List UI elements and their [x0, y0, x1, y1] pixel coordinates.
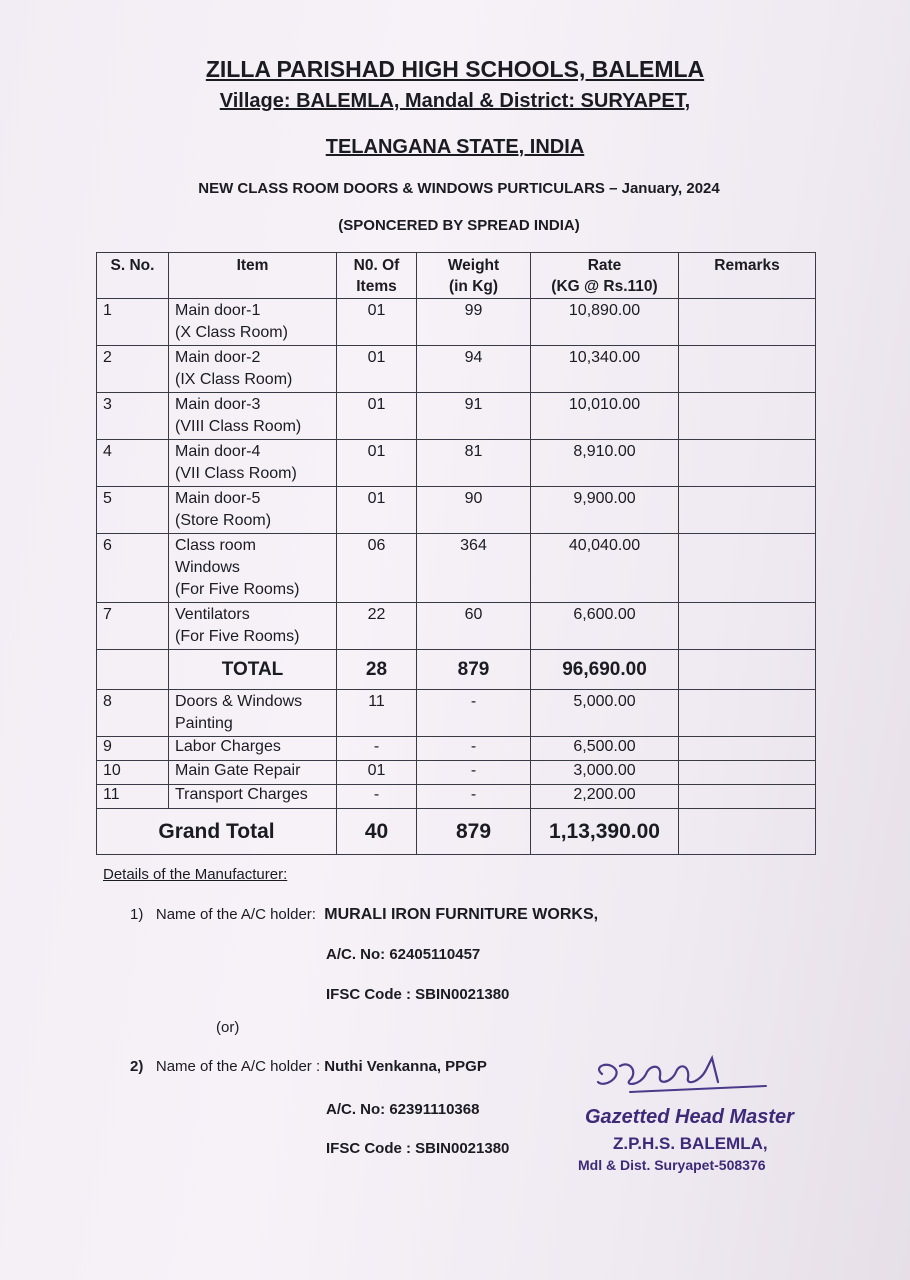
- cell-item: Main door-1 (X Class Room): [169, 299, 337, 346]
- cell-sno: [97, 650, 169, 690]
- cell-weight: -: [417, 785, 531, 809]
- cell-sno: 8: [97, 690, 169, 737]
- header-weight: Weight (in Kg): [417, 253, 531, 299]
- cell-item: Main door-2 (IX Class Room): [169, 346, 337, 393]
- sponsor-line: (SPONCERED BY SPREAD INDIA): [338, 217, 580, 234]
- cell-sno: 11: [97, 785, 169, 809]
- table-row: [97, 440, 816, 487]
- cell-sno: 2: [97, 346, 169, 393]
- table-row: [97, 534, 816, 603]
- cell-remarks: [679, 603, 816, 650]
- cell-rate: 5,000.00: [531, 690, 679, 737]
- table-row: [97, 299, 816, 346]
- or-separator: (or): [216, 1019, 240, 1036]
- cell-qty: 01: [337, 761, 417, 785]
- grand-total-rate: 1,13,390.00: [531, 809, 679, 855]
- state-line: TELANGANA STATE, INDIA: [325, 136, 585, 158]
- cell-rate: 10,890.00: [531, 299, 679, 346]
- header-items: N0. Of Items: [337, 253, 417, 299]
- table-row: [97, 761, 816, 785]
- stamp-designation: Gazetted Head Master: [585, 1106, 794, 1128]
- table-row: [97, 785, 816, 809]
- cell-remarks: [679, 650, 816, 690]
- cell-remarks: [679, 393, 816, 440]
- grand-total-qty: 40: [337, 809, 417, 855]
- cell-rate: 6,600.00: [531, 603, 679, 650]
- cell-rate: 9,900.00: [531, 487, 679, 534]
- table-row: [97, 487, 816, 534]
- table-row: [97, 690, 816, 737]
- stamp-school: Z.P.H.S. BALEMLA,: [613, 1134, 768, 1153]
- cell-qty: -: [337, 737, 417, 761]
- school-title: ZILLA PARISHAD HIGH SCHOOLS, BALEMLA: [205, 56, 705, 82]
- table-row: [97, 393, 816, 440]
- cell-qty: 01: [337, 440, 417, 487]
- cell-sno: 9: [97, 737, 169, 761]
- account2-holder: 2) Name of the A/C holder : Nuthi Venkanna, PPGP: [130, 1058, 487, 1075]
- cell-weight: 99: [417, 299, 531, 346]
- cell-remarks: [679, 809, 816, 855]
- cell-sno: 1: [97, 299, 169, 346]
- cell-remarks: [679, 487, 816, 534]
- cell-qty: -: [337, 785, 417, 809]
- cell-rate: 8,910.00: [531, 440, 679, 487]
- cell-remarks: [679, 299, 816, 346]
- total-qty: 28: [337, 650, 417, 690]
- account2-number: A/C. No: 62391110368: [326, 1101, 480, 1118]
- cell-qty: 06: [337, 534, 417, 603]
- total-label: TOTAL: [169, 650, 337, 690]
- header-rate: Rate (KG @ Rs.110): [531, 253, 679, 299]
- cell-remarks: [679, 785, 816, 809]
- cell-weight: 94: [417, 346, 531, 393]
- cell-item: Main Gate Repair: [169, 761, 337, 785]
- cell-qty: 22: [337, 603, 417, 650]
- cell-rate: 3,000.00: [531, 761, 679, 785]
- cell-qty: 11: [337, 690, 417, 737]
- cell-weight: 91: [417, 393, 531, 440]
- account1-holder: 1) Name of the A/C holder: MURALI IRON FURNITURE WORKS,: [130, 906, 599, 923]
- cell-qty: 01: [337, 299, 417, 346]
- account1-number: A/C. No: 62405110457: [326, 946, 481, 963]
- cell-item: Class room Windows (For Five Rooms): [169, 534, 337, 603]
- table-header-row: [97, 253, 816, 299]
- cell-remarks: [679, 534, 816, 603]
- cell-weight: 60: [417, 603, 531, 650]
- account1-ifsc: IFSC Code : SBIN0021380: [326, 986, 510, 1003]
- cell-item: Doors & Windows Painting: [169, 690, 337, 737]
- table-row: [97, 603, 816, 650]
- grand-total-row: [97, 809, 816, 855]
- account2-ifsc: IFSC Code : SBIN0021380: [326, 1140, 510, 1157]
- cell-sno: 7: [97, 603, 169, 650]
- cell-sno: 5: [97, 487, 169, 534]
- cell-weight: -: [417, 737, 531, 761]
- cell-item: Main door-4 (VII Class Room): [169, 440, 337, 487]
- stamp-address: Mdl & Dist. Suryapet-508376: [578, 1157, 766, 1173]
- cell-weight: 364: [417, 534, 531, 603]
- table-row: [97, 737, 816, 761]
- signature-icon: [590, 1052, 780, 1104]
- manufacturer-heading: Details of the Manufacturer:: [103, 866, 288, 883]
- cell-remarks: [679, 346, 816, 393]
- cell-item: Ventilators (For Five Rooms): [169, 603, 337, 650]
- cell-rate: 2,200.00: [531, 785, 679, 809]
- cell-sno: 10: [97, 761, 169, 785]
- cell-sno: 4: [97, 440, 169, 487]
- grand-total-label: Grand Total: [97, 809, 337, 855]
- cell-rate: 10,010.00: [531, 393, 679, 440]
- grand-total-weight: 879: [417, 809, 531, 855]
- cell-rate: 10,340.00: [531, 346, 679, 393]
- cell-item: Labor Charges: [169, 737, 337, 761]
- cell-qty: 01: [337, 346, 417, 393]
- cell-sno: 6: [97, 534, 169, 603]
- cell-weight: -: [417, 761, 531, 785]
- cell-item: Main door-3 (VIII Class Room): [169, 393, 337, 440]
- cell-remarks: [679, 737, 816, 761]
- cell-qty: 01: [337, 393, 417, 440]
- cell-remarks: [679, 440, 816, 487]
- cell-rate: 40,040.00: [531, 534, 679, 603]
- header-remarks: Remarks: [679, 253, 816, 299]
- particulars-table: [96, 252, 816, 855]
- cell-remarks: [679, 761, 816, 785]
- cell-item: Main door-5 (Store Room): [169, 487, 337, 534]
- cell-weight: 90: [417, 487, 531, 534]
- document-subtitle: NEW CLASS ROOM DOORS & WINDOWS PURTICULARS – January, 2024: [198, 180, 720, 197]
- table-row: [97, 346, 816, 393]
- village-line: Village: BALEMLA, Mandal & District: SURYAPET,: [219, 90, 691, 112]
- total-row: [97, 650, 816, 690]
- total-weight: 879: [417, 650, 531, 690]
- cell-remarks: [679, 690, 816, 737]
- cell-weight: -: [417, 690, 531, 737]
- header-item: Item: [169, 253, 337, 299]
- cell-weight: 81: [417, 440, 531, 487]
- cell-rate: 6,500.00: [531, 737, 679, 761]
- cell-item: Transport Charges: [169, 785, 337, 809]
- header-sno: S. No.: [97, 253, 169, 299]
- cell-qty: 01: [337, 487, 417, 534]
- cell-sno: 3: [97, 393, 169, 440]
- total-rate: 96,690.00: [531, 650, 679, 690]
